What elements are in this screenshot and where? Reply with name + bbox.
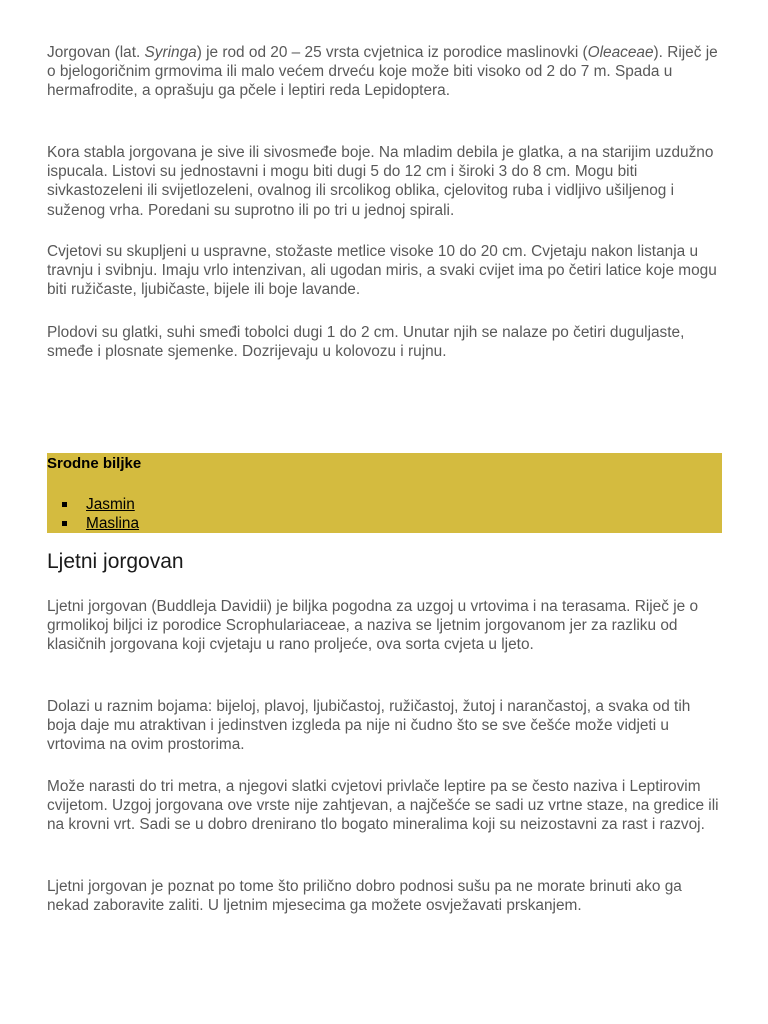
intro-p1-text-3: ). Riječ je o bjelogoričnim grmovima ili malo većem drveću koje može biti visoko od 2 do 7 m. Spada u hermafrodite, a oprašuju ga pčele i leptiri reda Lepidoptera. — [47, 44, 718, 100]
summer-paragraph-4: Ljetni jorgovan je poznat po tome što prilično dobro podnosi sušu pa ne morate brinuti ako ga nekad zaboravite zaliti. U ljetnim mjesecima ga možete osvježavati prskanjem. — [47, 878, 682, 915]
summer-lilac-heading: Ljetni jorgovan — [47, 550, 184, 573]
intro-paragraph-1 — [47, 43, 722, 101]
intro-p1-text-2: ) je rod od 20 – 25 vrsta cvjetnica iz porodice maslinovki ( — [196, 44, 588, 61]
summer-paragraph-1: Ljetni jorgovan (Buddleja Davidii) je biljka pogodna za uzgoj u vrtovima i na terasama. Riječ je o grmolikoj biljci iz porodice Scrophulariaceae, a naziva se ljetnim jorgovanom jer za razliku od klasičnih jorgovana koji cvjetaju u rano proljeće, ova sorta cvjeta u ljeto. — [47, 598, 699, 654]
intro-p1-latin-name: Syringa — [144, 44, 197, 61]
related-link-maslina[interactable]: Maslina — [86, 515, 140, 532]
related-plants-list — [61, 495, 139, 533]
intro-p1-text-1: Jorgovan (lat. — [47, 44, 145, 61]
intro-paragraph-3: Cvjetovi su skupljeni u uspravne, stožaste metlice visoke 10 do 20 cm. Cvjetaju nakon listanja u travnju i svibnju. Imaju vrlo intenzivan, ali ugodan miris, a svaki cvijet ima po četiri latice koje mogu biti ružičaste, ljubičaste, bijele ili boje lavande. — [47, 243, 717, 299]
related-link-jasmin[interactable]: Jasmin — [86, 496, 135, 513]
intro-paragraph-4: Plodovi su glatki, suhi smeđi tobolci dugi 1 do 2 cm. Unutar njih se nalaze po četiri duguljaste, smeđe i plosnate sjemenke. Dozrijevaju u kolovozu i rujnu. — [47, 324, 685, 361]
summer-paragraph-2: Dolazi u raznim bojama: bijeloj, plavoj, ljubičastoj, ružičastoj, žutoj i narančastoj, a svaka od tih boja daje mu atraktivan i jedinstven izgleda pa nije ni čudno što se sve češće može vidjeti u vrtovima na ovim prostorima. — [47, 698, 691, 754]
related-plants-box — [47, 453, 722, 533]
intro-paragraph-2: Kora stabla jorgovana je sive ili sivosmeđe boje. Na mladim debila je glatka, a na starijim uzdužno ispucala. Listovi su jednostavni i mogu biti dugi 5 do 12 cm i široki 3 do 8 cm. Mogu biti sivkastozeleni ili svijetlozeleni, ovalnog ili srcolikog oblika, cjelovitog ruba i vidljivo ušiljenog i suženog vrha. Poredani su suprotno ili po tri u jednoj spirali. — [47, 144, 714, 219]
related-plants-title: Srodne biljke — [47, 455, 142, 472]
intro-p1-family-name: Oleaceae — [587, 44, 654, 61]
summer-paragraph-3: Može narasti do tri metra, a njegovi slatki cvjetovi privlače leptire pa se često naziva i Leptirovim cvijetom. Uzgoj jorgovana ove vrste nije zahtjevan, a najčešće se sadi uz vrtne staze, na gredice ili na krovni vrt. Sadi se u dobro drenirano tlo bogato mineralima koji su neizostavni za rast i razvoj. — [47, 778, 719, 834]
related-item-jasmin — [61, 495, 139, 514]
bullet-icon — [62, 521, 67, 526]
related-item-maslina — [61, 514, 139, 533]
bullet-icon — [62, 502, 67, 507]
